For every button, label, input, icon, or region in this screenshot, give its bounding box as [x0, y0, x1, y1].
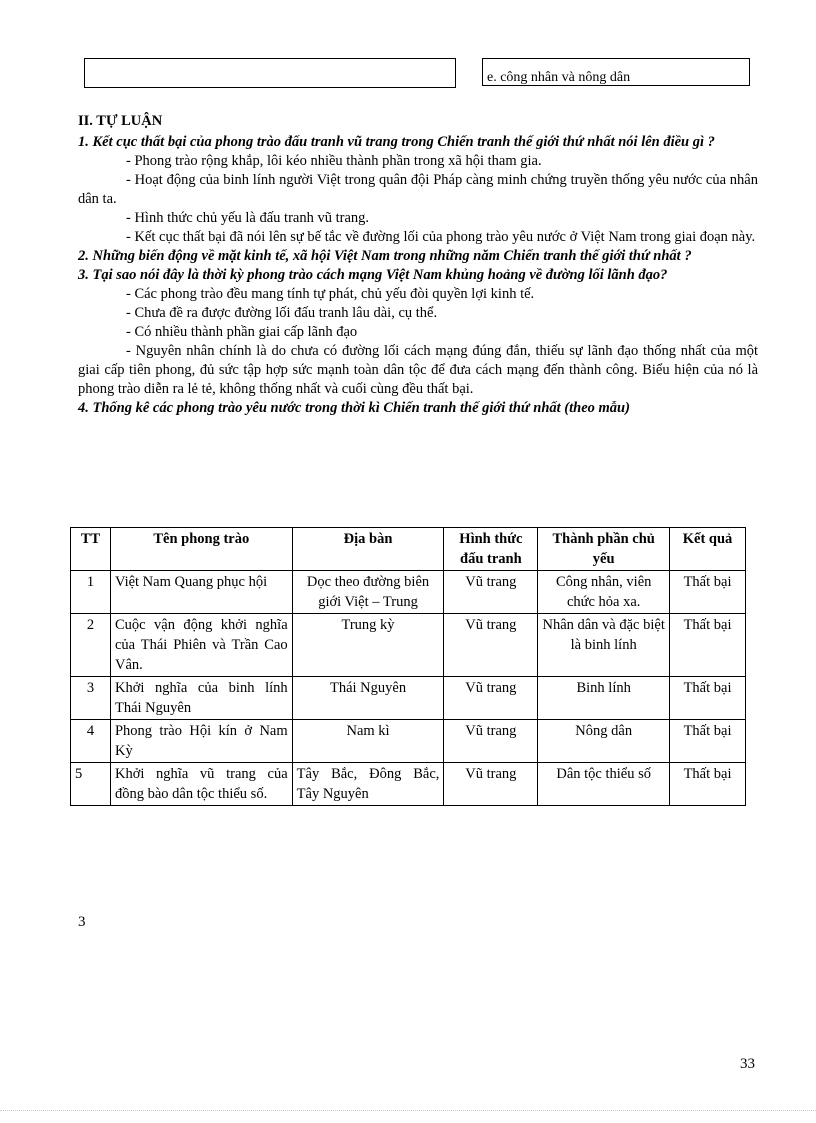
cell-tt: 3: [71, 677, 111, 720]
cell-location: Thái Nguyên: [292, 677, 444, 720]
cell-result: Thất bại: [670, 614, 746, 677]
table-row: [71, 763, 746, 806]
header-result: Kết quả: [670, 528, 746, 571]
question-1: 1. Kết cục thất bại của phong trào đấu tranh vũ trang trong Chiến tranh thế giới thứ nhất nói lên điều gì ?: [78, 134, 715, 150]
cell-movement-name: Việt Nam Quang phục hội: [110, 571, 292, 614]
answer-1-1: - Phong trào rộng khắp, lôi kéo nhiều thành phần trong xã hội tham gia.: [126, 153, 542, 169]
cell-tt: 5: [71, 763, 111, 806]
top-answer-row: [84, 58, 752, 88]
cell-result: Thất bại: [670, 763, 746, 806]
header-main-participants: Thành phần chủ yếu: [538, 528, 670, 571]
table-header-row: [71, 528, 746, 571]
question-3: 3. Tại sao nói đây là thời kỳ phong trào cách mạng Việt Nam khủng hoảng về đường lối lãnh đạo?: [78, 267, 668, 283]
movement-statistics-table: [70, 527, 746, 806]
answer-box-left: [84, 58, 456, 88]
answer-box-right: e. công nhân và nông dân: [482, 58, 750, 86]
cell-struggle-form: Vũ trang: [444, 763, 538, 806]
answer-3-2: - Chưa đề ra được đường lối đấu tranh lâu dài, cụ thể.: [126, 305, 438, 321]
cell-result: Thất bại: [670, 720, 746, 763]
cell-struggle-form: Vũ trang: [444, 571, 538, 614]
header-struggle-form: Hình thức đấu tranh: [444, 528, 538, 571]
cell-result: Thất bại: [670, 571, 746, 614]
cell-tt: 1: [71, 571, 111, 614]
header-tt: TT: [71, 528, 111, 571]
table-row: [71, 614, 746, 677]
page-bottom-divider: [0, 1110, 816, 1111]
cell-location: Tây Bắc, Đông Bắc, Tây Nguyên: [292, 763, 444, 806]
header-location: Địa bàn: [292, 528, 444, 571]
cell-result: Thất bại: [670, 677, 746, 720]
cell-tt: 4: [71, 720, 111, 763]
footer-number: 3: [78, 914, 86, 930]
cell-location: Dọc theo đường biên giới Việt – Trung: [292, 571, 444, 614]
cell-movement-name: Khởi nghĩa vũ trang của đồng bào dân tộc thiểu số.: [110, 763, 292, 806]
answer-1-3: - Hình thức chủ yếu là đấu tranh vũ trang.: [126, 210, 370, 226]
answer-3-4: - Nguyên nhân chính là do chưa có đường lối cách mạng đúng đắn, thiếu sự lãnh đạo thống nhất của một giai cấp tiên phong, đủ sức tập hợp sức mạnh toàn dân tộc để đưa cách mạng đến thành công. Biểu hiện của nó là phong trào diễn ra lẻ tẻ, không thống nhất và cuối cùng đều thất bại.: [78, 343, 758, 397]
answer-3-1: - Các phong trào đều mang tính tự phát, chủ yếu đòi quyền lợi kinh tế.: [126, 286, 535, 302]
cell-location: Trung kỳ: [292, 614, 444, 677]
header-movement-name: Tên phong trào: [110, 528, 292, 571]
cell-location: Nam kì: [292, 720, 444, 763]
cell-main-participants: Binh lính: [538, 677, 670, 720]
cell-struggle-form: Vũ trang: [444, 720, 538, 763]
answer-1-4: - Kết cục thất bại đã nói lên sự bế tắc về đường lối của phong trào yêu nước ở Việt Nam trong giai đoạn này.: [126, 229, 756, 245]
table-row: [71, 720, 746, 763]
essay-section: [78, 112, 758, 418]
cell-movement-name: Cuộc vận động khởi nghĩa của Thái Phiên và Trần Cao Vân.: [110, 614, 292, 677]
cell-struggle-form: Vũ trang: [444, 677, 538, 720]
table-row: [71, 571, 746, 614]
question-4: 4. Thống kê các phong trào yêu nước trong thời kì Chiến tranh thế giới thứ nhất (theo mẫu): [78, 400, 630, 416]
section-heading: II. TỰ LUẬN: [78, 113, 163, 129]
cell-main-participants: Công nhân, viên chức hỏa xa.: [538, 571, 670, 614]
question-2: 2. Những biến động về mặt kinh tế, xã hội Việt Nam trong những năm Chiến tranh thế giới thứ nhất ?: [78, 248, 692, 264]
table-row: [71, 677, 746, 720]
cell-struggle-form: Vũ trang: [444, 614, 538, 677]
cell-movement-name: Khởi nghĩa của binh lính Thái Nguyên: [110, 677, 292, 720]
cell-tt: 2: [71, 614, 111, 677]
cell-main-participants: Nhân dân và đặc biệt là binh lính: [538, 614, 670, 677]
cell-main-participants: Dân tộc thiểu số: [538, 763, 670, 806]
answer-3-3: - Có nhiều thành phần giai cấp lãnh đạo: [126, 324, 358, 340]
cell-main-participants: Nông dân: [538, 720, 670, 763]
page-number: 33: [740, 1056, 755, 1072]
answer-1-2: - Hoạt động của binh lính người Việt trong quân đội Pháp càng minh chứng truyền thống yêu nước của nhân dân ta.: [78, 172, 758, 207]
cell-movement-name: Phong trào Hội kín ở Nam Kỳ: [110, 720, 292, 763]
